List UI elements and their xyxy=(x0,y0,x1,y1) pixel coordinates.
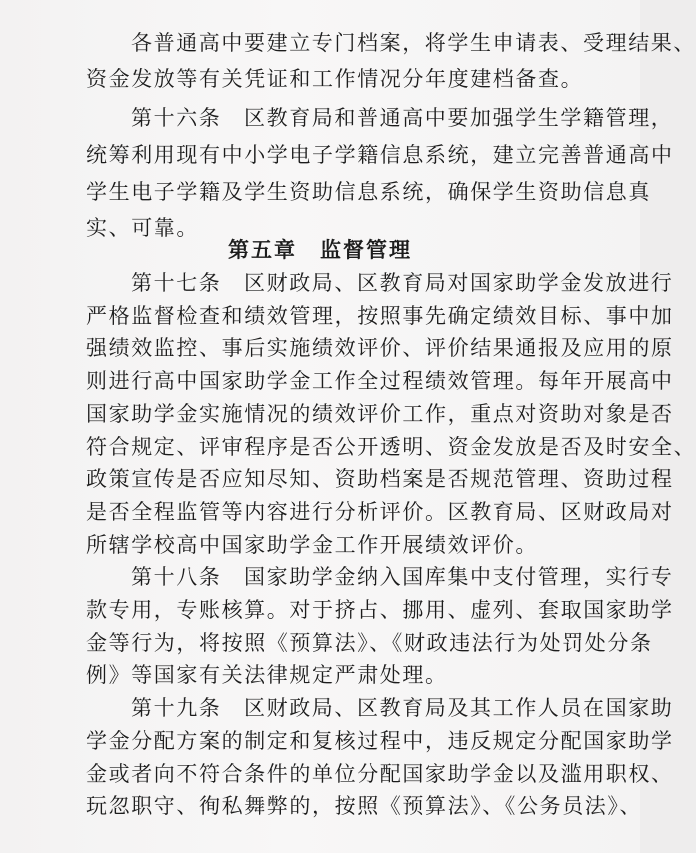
article-start-line: 第十七条 区财政局、区教育局对国家助学金发放进行 xyxy=(131,271,674,295)
article-start-line: 第十九条 区财政局、区教育局及其工作人员在国家助 xyxy=(131,696,674,720)
text-line: 金或者向不符合条件的单位分配国家助学金以及滥用职权、 xyxy=(86,762,674,786)
text-line: 实、可靠。 xyxy=(86,216,199,240)
text-line: 统筹利用现有中小学电子学籍信息系统，建立完善普通高中 xyxy=(86,143,674,167)
article-start-line: 第十六条 区教育局和普通高中要加强学生学籍管理， xyxy=(131,106,674,130)
text-line: 是否全程监管等内容进行分析评价。区教育局、区财政局对 xyxy=(86,500,674,524)
text-line: 玩忽职守、徇私舞弊的，按照《预算法》、《公务员法》、 xyxy=(86,794,643,818)
text-line: 强绩效监控、事后实施绩效评价、评价结果通报及应用的原 xyxy=(86,336,674,360)
article-start-line: 第十八条 国家助学金纳入国库集中支付管理，实行专 xyxy=(131,565,674,589)
text-line: 则进行高中国家助学金工作全过程绩效管理。每年开展高中 xyxy=(86,369,674,393)
text-line: 资金发放等有关凭证和工作情况分年度建档备查。 xyxy=(86,67,584,91)
text-line: 所辖学校高中国家助学金工作开展绩效评价。 xyxy=(86,533,538,557)
text-line: 学金分配方案的制定和复核过程中，违反规定分配国家助学 xyxy=(86,729,674,753)
text-line: 例》等国家有关法律规定严肃处理。 xyxy=(86,663,448,687)
text-line: 符合规定、评审程序是否公开透明、资金发放是否及时安全、 xyxy=(86,435,696,459)
text-line: 款专用，专账核算。对于挤占、挪用、虚列、套取国家助学 xyxy=(86,598,674,622)
text-line: 国家助学金实施情况的绩效评价工作，重点对资助对象是否 xyxy=(86,402,674,426)
text-line: 严格监督检查和绩效管理，按照事先确定绩效目标、事中加 xyxy=(86,304,674,328)
text-line: 学生电子学籍及学生资助信息系统，确保学生资助信息真 xyxy=(86,180,651,204)
text-line: 金等行为，将按照《预算法》、《财政违法行为处罚处分条 xyxy=(86,631,653,655)
text-line: 政策宣传是否应知尽知、资助档案是否规范管理、资助过程 xyxy=(86,467,674,491)
text-line: 各普通高中要建立专门档案，将学生申请表、受理结果、 xyxy=(131,31,696,55)
chapter-heading: 第五章 监督管理 xyxy=(228,238,412,262)
